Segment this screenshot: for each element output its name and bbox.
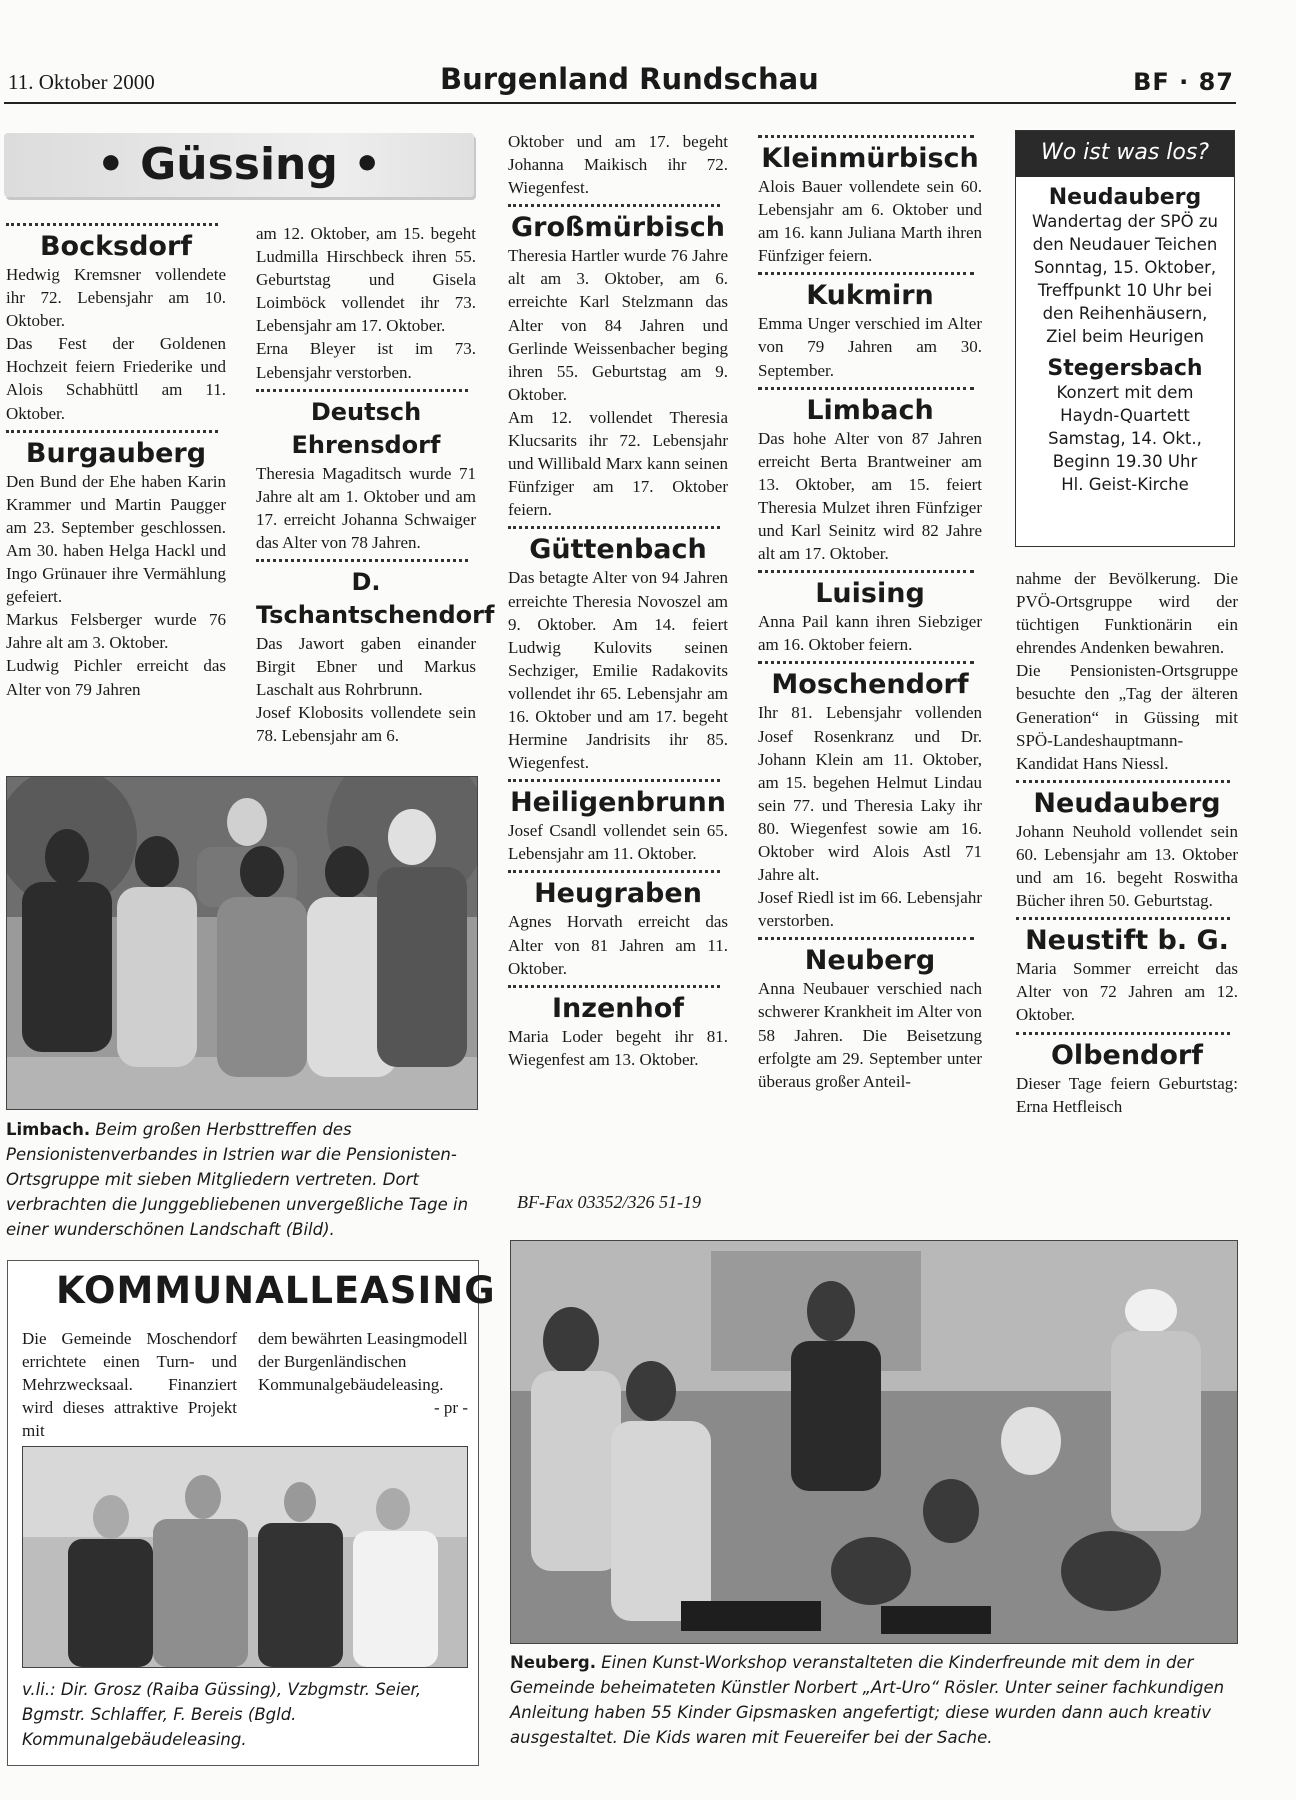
column-5	[1016, 567, 1238, 1118]
event-line: Haydn-Quartett	[1060, 406, 1190, 425]
events-box	[1015, 130, 1235, 547]
heading-limbach: Limbach	[806, 394, 934, 426]
divider	[758, 570, 974, 573]
text-burgauberg-2: Markus Felsberger wurde 76 Jahre alt am 3. Oktober.	[6, 610, 226, 653]
divider	[6, 430, 218, 433]
leasing-col-1	[22, 1327, 237, 1442]
heading-kukmirn: Kukmirn	[806, 280, 934, 312]
divider	[6, 223, 218, 226]
text-grossmuerbisch-2: Am 12. vollendet Theresia Klucsarits ihr 72. Lebensjahr und Willibald Marx kann seinen Fünfziger am 17. Oktober feiern.	[508, 407, 728, 520]
text-kukmirn: Emma Unger verschied im Alter von 79 Jahren am 30. September.	[758, 314, 982, 380]
photo-neuberg-image	[511, 1241, 1237, 1643]
leasing-text-1: Die Gemeinde Moschendorf errichtete einen Turn- und Mehrzwecksaal. Finanziert wird dieses attraktive Projekt mit	[22, 1329, 237, 1441]
divider	[758, 387, 974, 390]
divider	[508, 870, 720, 873]
heading-heugraben: Heugraben	[534, 878, 702, 910]
column-1	[6, 218, 226, 701]
heading-neustift: Neustift b. G.	[1025, 925, 1229, 957]
heading-burgauberg: Burgauberg	[25, 437, 207, 469]
event-line: Samstag, 14. Okt.,	[1048, 429, 1202, 448]
region-banner	[4, 133, 474, 197]
event-line: Hl. Geist-Kirche	[1061, 475, 1189, 494]
heading-tschantschendorf: D. Tschantschendorf	[256, 568, 495, 630]
caption-limbach-lead: Limbach.	[6, 1120, 91, 1139]
caption-limbach	[6, 1117, 476, 1242]
photo-leasing-image	[23, 1447, 467, 1667]
photo-neuberg	[510, 1240, 1238, 1644]
text-guettenbach: Das betagte Alter von 94 Jahren erreichte Theresia Novoszel am 9. Oktober. Am 14. feiert Ludwig Kulovits seinen Sechziger, Emilie Radakovits vollendet ihr 65. Lebensjahr am 16. Oktober und am 17. begeht Hermine Jandrisits ihr 85. Wiegenfest.	[508, 568, 728, 773]
fax-number: BF-Fax 03352/326 51-19	[517, 1192, 701, 1212]
divider	[758, 135, 974, 138]
column-3	[508, 130, 728, 1071]
divider	[1016, 1032, 1230, 1035]
text-col3-cont: Oktober und am 17. begeht Johanna Maikisch ihr 72. Wiegenfest.	[508, 132, 728, 198]
event-title-neudauberg: Neudauberg	[1048, 185, 1202, 210]
divider	[508, 526, 720, 529]
text-grossmuerbisch-1: Theresia Hartler wurde 76 Jahre alt am 3. Oktober, am 6. erreichte Karl Stelzmann das Alter von 84 Jahren und Gerlinde Weissenbacher beging ihren 55. Geburtstag am 9. Oktober.	[508, 246, 728, 404]
event-line: Beginn 19.30 Uhr	[1052, 452, 1198, 471]
text-moschendorf-2: Josef Riedl ist im 66. Lebensjahr verstorben.	[758, 888, 982, 931]
text-heugraben: Agnes Horvath erreicht das Alter von 81 Jahren am 11. Oktober.	[508, 912, 728, 978]
text-neustift: Maria Sommer erreicht das Alter von 72 Jahren am 12. Oktober.	[1016, 959, 1238, 1025]
caption-leasing: v.li.: Dir. Grosz (Raiba Güssing), Vzbgmstr. Seier, Bgmstr. Schlaffer, F. Bereis (Bgld. Kommunalgebäudeleasing.	[22, 1680, 422, 1749]
text-tschantschendorf-1: Das Jawort gaben einander Birgit Ebner und Markus Laschalt aus Rohrbrunn.	[256, 634, 476, 700]
text-col5-cont2: Die Pensionisten-Ortsgruppe besuchte den „Tag der älteren Generation“ in Güssing mit SPÖ-Landeshauptmann-Kandidat Hans Niessl.	[1016, 661, 1238, 773]
heading-moschendorf: Moschendorf	[771, 669, 969, 701]
divider	[758, 272, 974, 275]
text-neuberg: Anna Neubauer verschied nach schwerer Krankheit im Alter von 58 Jahren. Die Beisetzung erfolgte am 29. September unter überaus großer Anteil-	[758, 979, 982, 1091]
photo-leasing	[22, 1446, 468, 1668]
text-bocksdorf-2: Das Fest der Goldenen Hochzeit feiern Friederike und Alois Schabhüttl am 11. Oktober.	[6, 334, 226, 423]
text-bleyer: Erna Bleyer ist im 73. Lebensjahr verstorben.	[256, 339, 476, 382]
text-luising: Anna Pail kann ihren Siebziger am 16. Oktober feiern.	[758, 612, 982, 655]
text-inzenhof: Maria Loder begeht ihr 81. Wiegenfest am 13. Oktober.	[508, 1026, 728, 1069]
caption-neuberg-text: Einen Kunst-Workshop veranstalteten die Kinderfreunde mit dem in der Gemeinde beheimateten Künstler Norbert „Art-Uro“ Rösler. Unter seiner fachkundigen Anleitung haben 55 Kinder Gipsmasken angefertigt; diese wurden dann auch kreativ ausgestaltet. Die Kids waren mit Feuereifer bei der Sache.	[510, 1653, 1225, 1747]
event-line: Treffpunkt 10 Uhr bei	[1037, 281, 1213, 300]
text-col5-cont: nahme der Bevölkerung. Die PVÖ-Ortsgruppe wird der tüchtigen Funktionärin ein ehrendes Andenken bewahren.	[1016, 569, 1238, 658]
issue-date: 11. Oktober 2000	[8, 70, 155, 94]
page-number: BF · 87	[1133, 68, 1234, 96]
column-4	[758, 130, 982, 1093]
divider	[1016, 780, 1230, 783]
heading-kleinmuerbisch: Kleinmürbisch	[761, 143, 979, 174]
leasing-text-2: dem bewährten Leasingmodell der Burgenländischen Kommunalgebäudeleasing.	[258, 1329, 468, 1395]
column-2	[256, 222, 495, 748]
event-line: Konzert mit dem	[1056, 383, 1194, 402]
heading-heiligenbrunn: Heiligenbrunn	[510, 787, 726, 819]
event-line: Ziel beim Heurigen	[1046, 327, 1204, 346]
text-deutsch-ehrensdorf: Theresia Magaditsch wurde 71 Jahre alt am 1. Oktober und am 17. erreicht Johanna Schwaiger das Alter von 78 Jahren.	[256, 463, 476, 552]
caption-neuberg-lead: Neuberg.	[510, 1653, 596, 1672]
event-title-stegersbach: Stegersbach	[1047, 356, 1203, 381]
heading-guettenbach: Güttenbach	[529, 534, 707, 566]
text-kleinmuerbisch: Alois Bauer vollendete sein 60. Lebensjahr am 6. Oktober und am 16. kann Juliana Marth ihren Fünfziger feiern.	[758, 177, 982, 266]
events-box-title: Wo ist was los?	[1016, 131, 1234, 177]
text-limbach: Das hohe Alter von 87 Jahren erreicht Berta Brantweiner am 13. Oktober, am 15. feiert Theresia Mulzet ihren Fünfziger und Karl Seinitz wird 82 Jahre alt am 17. Oktober.	[758, 428, 982, 564]
header-rule	[4, 102, 1236, 104]
text-neudauberg: Johann Neuhold vollendet sein 60. Lebensjahr am 13. Oktober und am 16. begeht Roswitha Bücher ihren 50. Geburtstag.	[1016, 821, 1238, 911]
leasing-col-2	[258, 1327, 468, 1419]
heading-luising: Luising	[815, 578, 925, 610]
heading-neudauberg: Neudauberg	[1033, 787, 1221, 819]
caption-neuberg	[510, 1650, 1236, 1750]
heading-deutsch-ehrensdorf: Deutsch Ehrensdorf	[291, 397, 441, 459]
heading-grossmuerbisch: Großmürbisch	[511, 212, 725, 244]
text-moschendorf-1: Ihr 81. Lebensjahr vollenden Josef Rosenkranz und Dr. Johann Klein am 11. Oktober, am 15. begehen Helmut Lindau sein 77. und Theresia Laky ihr 80. Wiegenfest sowie am 16. Oktober wird Alois Astl 71 Jahre alt.	[758, 703, 982, 885]
photo-limbach	[6, 776, 478, 1110]
heading-olbendorf: Olbendorf	[1050, 1039, 1203, 1071]
event-line: Wandertag der SPÖ zu	[1032, 212, 1218, 231]
text-col2-cont: am 12. Oktober, am 15. begeht Ludmilla Hirschbeck ihren 55. Geburtstag und Gisela Loimböck vollendet ihr 73. Lebensjahr am 17. Oktober.	[256, 224, 476, 336]
caption-limbach-text: Beim großen Herbsttreffen des Pensionistenverbandes in Istrien war die Pensionisten-Ortsgruppe mit sieben Mitgliedern vertreten. Dort verbrachten die Junggebliebenen unvergeßliche Tage in einer wunderschönen Landschaft (Bild).	[6, 1120, 469, 1239]
heading-bocksdorf: Bocksdorf	[39, 231, 193, 262]
divider	[508, 204, 720, 207]
leasing-signature: - pr -	[434, 1398, 468, 1418]
leasing-title: KOMMUNALLEASING	[56, 1269, 496, 1312]
heading-neuberg: Neuberg	[804, 945, 936, 977]
divider	[758, 937, 974, 940]
event-line: den Reihenhäusern,	[1042, 304, 1208, 323]
divider	[758, 661, 974, 664]
photo-limbach-image	[7, 777, 477, 1109]
event-line: den Neudauer Teichen	[1032, 235, 1218, 254]
divider	[508, 985, 720, 988]
text-olbendorf: Dieser Tage feiern Geburtstag: Erna Hetfleisch	[1016, 1073, 1238, 1116]
text-bocksdorf-1: Hedwig Kremsner vollendete ihr 72. Lebensjahr am 10. Oktober.	[6, 265, 226, 331]
text-burgauberg-1: Den Bund der Ehe haben Karin Krammer und Martin Paugger am 23. September geschlossen. Am 30. haben Helga Hackl und Ingo Grünauer ihre Vermählung gefeiert.	[6, 471, 226, 607]
newspaper-title: Burgenland Rundschau	[440, 62, 819, 96]
heading-inzenhof: Inzenhof	[551, 992, 685, 1024]
divider	[508, 779, 720, 782]
region-title: • Güssing •	[96, 139, 382, 190]
leasing-box	[7, 1260, 496, 1766]
divider	[1016, 917, 1230, 920]
text-heiligenbrunn: Josef Csandl vollendet sein 65. Lebensjahr am 11. Oktober.	[508, 821, 728, 864]
text-burgauberg-3: Ludwig Pichler erreicht das Alter von 79 Jahren	[6, 656, 226, 699]
divider	[256, 559, 468, 562]
divider	[256, 389, 468, 392]
event-line: Sonntag, 15. Oktober,	[1033, 258, 1217, 277]
text-tschantschendorf-2: Josef Klobosits vollendete sein 78. Lebensjahr am 6.	[256, 703, 476, 746]
